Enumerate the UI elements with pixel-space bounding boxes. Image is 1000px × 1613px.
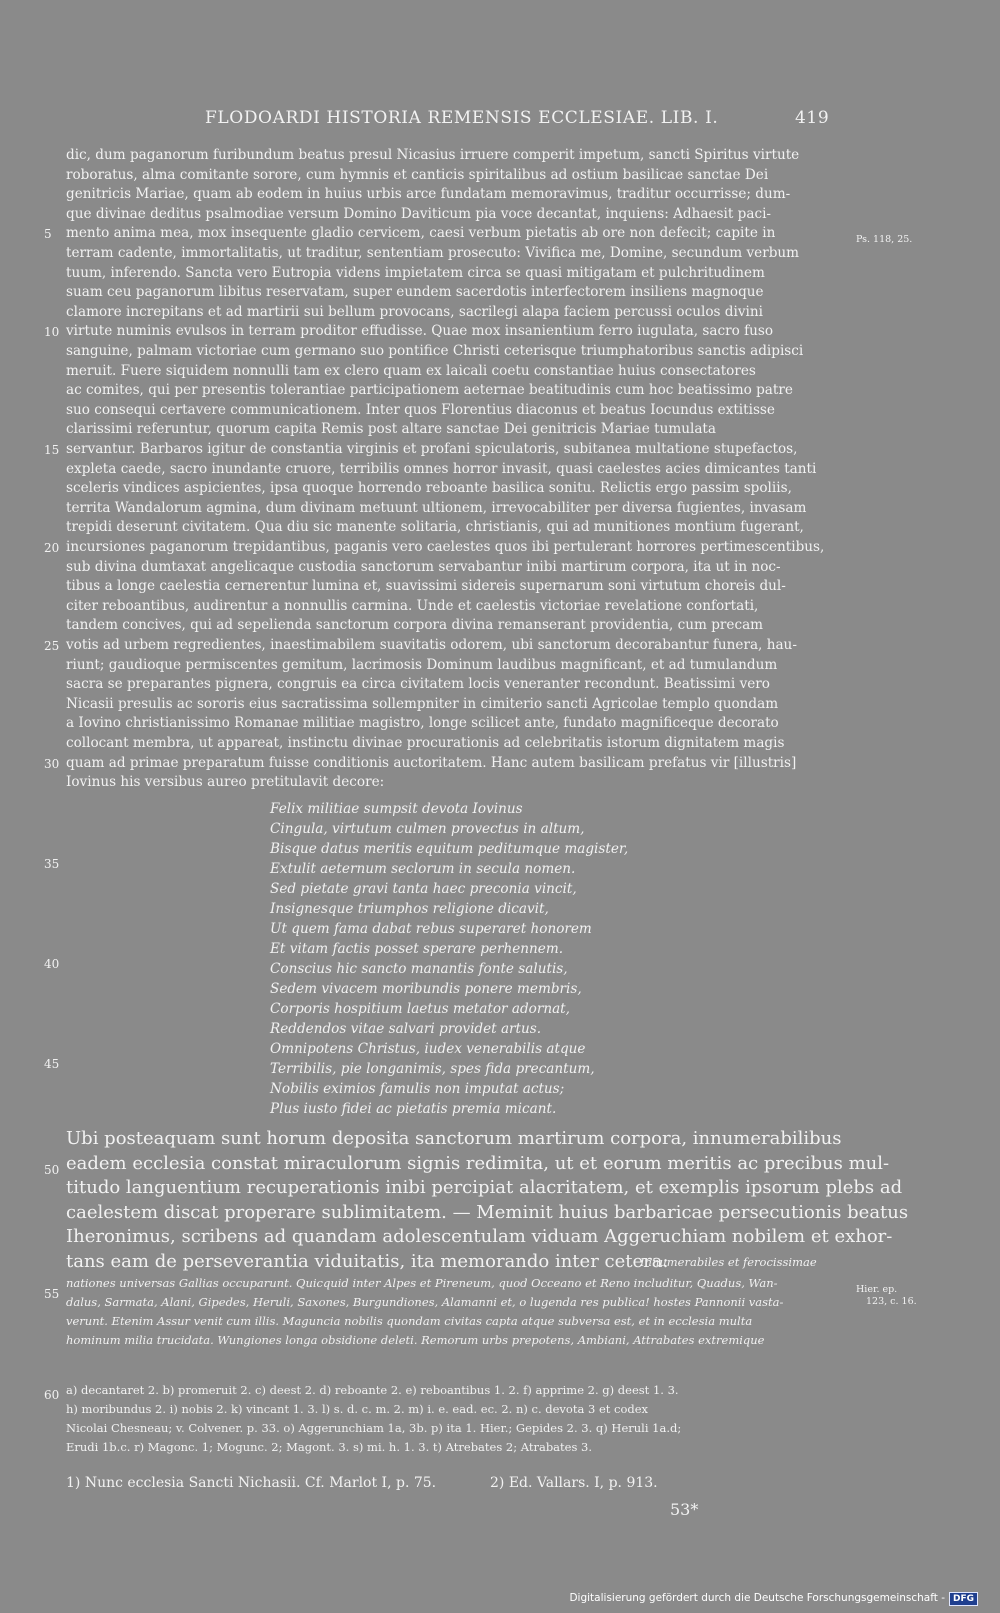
credit-text: Digitalisierung gefördert durch die Deutsche Forschungsgemeinschaft - — [569, 1592, 945, 1604]
text-line: terram cadente, immortalitatis, ut traditur, sententiam prosecuto: Vivifica me, Domine, secundum verbum — [66, 245, 800, 261]
line-number: 45 — [44, 1057, 60, 1071]
quote-line: verunt. Etenim Assur venit cum illis. Maguncia nobilis quondam civitas capta atque subversa est, et in ecclesia multa — [66, 1314, 753, 1328]
text-line: ac comites, qui per presentis tolerantiae participationem aeternae beatitudinis cum hoc beatissimo patre — [66, 382, 793, 399]
text-line: tuum, inferendo. Sancta vero Eutropia videns impietatem circa se quasi mitigatam et pulchritudinem — [66, 264, 765, 281]
margin-note: Ps. 118, 25. — [856, 234, 913, 245]
text-line: clarissimi referuntur, quorum capita Remis post altare sanctae Dei genitricis Mariae tumulata — [66, 421, 716, 438]
verse-line: Corporis hospitium laetus metator adornat, — [270, 1001, 570, 1017]
footnote-line: a) decantaret 2. b) promeruit 2. c) deest 2. d) reboante 2. e) reboantibus 1. 2. f) apprime 2. g) deest 1. 3. — [66, 1383, 679, 1397]
text-line: roboratus, alma comitante sorore, cum hymnis et canticis spiritalibus ad ostium basilicae sanctae Dei — [66, 166, 769, 183]
margin-note: Hier. ep. — [856, 1284, 898, 1295]
text-line: collocant membra, ut appareat, instinctu divinae procurationis ad celebritatis istorum dignitatem magis — [66, 735, 785, 751]
text-line: quam ad primae preparatum fuisse conditionis auctoritatem. Hanc autem basilicam prefatus vir [illustris] — [66, 754, 797, 771]
verse-line: Nobilis eximios famulis non imputat actus; — [270, 1081, 565, 1097]
quote-start: Innumerabiles et ferocissimae — [640, 1255, 817, 1269]
text-line: mento anima mea, mox insequente gladio cervicem, caesi verbum pietatis ab ore non defecit; capite in — [66, 225, 776, 242]
quote-line: hominum milia trucidata. Wungiones longa obsidione deleti. Remorum urbs prepotens, Ambiani, Attrabates extremique — [66, 1333, 765, 1347]
footnote-line: h) moribundus 2. i) nobis 2. k) vincant 1. 3. l) s. d. c. m. 2. m) i. e. ead. ec. 2. n) c. devota 3 et codex — [66, 1402, 649, 1416]
text-line: territa Wandalorum agmina, dum divinam metuunt ultionem, irrevocabiliter per diversa fugientes, invasam — [66, 499, 807, 516]
text-line: incursiones paganorum trepidantibus, paganis vero caelestes quos ibi pertulerant horrores pertimescentibus, — [66, 539, 825, 555]
line-number: 30 — [44, 757, 60, 771]
verse-line: Et vitam factis posset sperare perhennem. — [270, 941, 564, 957]
digitization-credit — [569, 1592, 978, 1606]
text-line: a Iovino christianissimo Romanae militiae magistro, longe scilicet ante, fundato magnificeque decorato — [66, 715, 779, 732]
text-line: expleta caede, sacro inundante cruore, terribilis omnes horror invasit, quasi caelestes acies dimicantes tanti — [66, 460, 817, 477]
verse-line: Terribilis, pie longanimis, spes fida precantum, — [270, 1061, 595, 1077]
line-number: 5 — [44, 227, 52, 241]
text-line: votis ad urbem regredientes, inaestimabilem suavitatis odorem, ubi sanctorum decorabantur funera, hau- — [66, 637, 797, 653]
verse-line: Omnipotens Christus, iudex venerabilis atque — [270, 1041, 586, 1057]
text-line: tans eam de perseverantia viduitatis, ita memorando inter cetera: — [66, 1250, 669, 1272]
line-number: 10 — [44, 325, 60, 339]
margin-note: 123, c. 16. — [866, 1296, 917, 1307]
text-line: virtute numinis evulsos in terram proditor effudisse. Quae mox insanientium ferro iugulata, sacro fuso — [66, 323, 774, 340]
text-line: sub divina dumtaxat angelicaque custodia sanctorum servabantur inibi martirum corpora, ita ut in noc- — [66, 558, 781, 575]
text-line: riunt; gaudioque permiscentes gemitum, lacrimosis Dominum laudibus magnificant, et ad tumulandum — [66, 656, 778, 673]
line-number: 25 — [44, 639, 60, 653]
running-title: FLODOARDI HISTORIA REMENSIS ECCLESIAE. LIB. I. — [205, 108, 719, 128]
text-line: genitricis Mariae, quam ab eodem in huius urbis arce fundatam memoravimus, traditur occurrisse; dum- — [66, 186, 791, 203]
verse-line: Sedem vivacem moribundis ponere membris, — [270, 981, 582, 997]
text-line: suo consequi certavere communicationem. Inter quos Florentius diaconus et beatus Iocundus extitisse — [66, 401, 775, 418]
text-line: titudo languentium recuperationis inibi percipiat alacritatem, et exemplis ipsorum plebs ad — [66, 1177, 903, 1198]
text-line: clamore increpitans et ad martirii sui bellum provocans, sacrilegi alapa faciem percussi oculos divini — [66, 303, 763, 320]
page-number: 419 — [795, 108, 830, 128]
text-line: dic, dum paganorum furibundum beatus presul Nicasius irruere comperit impetum, sancti Spiritus virtute — [66, 147, 800, 163]
text-line: meruit. Fuere siquidem nonnulli tam ex clero quam ex laicali coetu constantiae huius consectatores — [66, 362, 756, 379]
text-line: Iheronimus, scribens ad quandam adolescentulam viduam Aggeruchiam nobilem et exhor- — [66, 1226, 893, 1247]
line-number: 20 — [44, 541, 60, 555]
text-line: sceleris vindices aspicientes, ipsa quoque horrendo reboante basilica sonitu. Relictis ergo passim spoliis, — [66, 480, 792, 497]
verse-line: Felix militiae sumpsit devota Iovinus — [270, 801, 523, 817]
text-line: trepidi deserunt civitatem. Qua diu sic manente solitaria, christianis, qui ad munitiones montium fugerant, — [66, 519, 804, 536]
footnote-line: Erudi 1b.c. r) Magonc. 1; Mogunc. 2; Magont. 3. s) mi. h. 1. 3. t) Atrebates 2; Atrabates 3. — [66, 1440, 592, 1454]
verse-line: Insignesque triumphos religione dicavit, — [270, 901, 549, 917]
verse-line: Plus iusto fidei ac pietatis premia micant. — [270, 1101, 557, 1117]
text-line: sacra se preparantes pignera, congruis ea circa civitatem locis veneranter recondunt. Beatissimi vero — [66, 676, 770, 693]
line-number: 60 — [44, 1388, 60, 1402]
verse-line: Conscius hic sancto manantis fonte salutis, — [270, 961, 568, 977]
dfg-logo: DFG — [949, 1592, 978, 1606]
verse-line: Sed pietate gravi tanta haec preconia vincit, — [270, 881, 577, 897]
verse-line: Ut quem fama dabat rebus superaret honorem — [270, 921, 592, 937]
verse-line: Cingula, virtutum culmen provectus in altum, — [270, 821, 585, 837]
external-ref: 1) Nunc ecclesia Sancti Nichasii. Cf. Marlot I, p. 75. — [66, 1475, 437, 1491]
footnote-line: Nicolai Chesneau; v. Colvener. p. 33. o) Aggerunchiam 1a, 3b. p) ita 1. Hier.; Gepides 2. 3. q) Heruli 1a.d; — [66, 1421, 682, 1435]
text-line: Ubi posteaquam sunt horum deposita sanctorum martirum corpora, innumerabilibus — [66, 1128, 842, 1149]
text-line: Iovinus his versibus aureo pretitulavit decore: — [66, 774, 385, 791]
text-line: servantur. Barbaros igitur de constantia virginis et profani spiculatoris, subitanea multatione stupefactos, — [66, 441, 798, 457]
verse-line: Extulit aeternum seclorum in secula nomen. — [270, 861, 576, 877]
text-line: tandem concives, qui ad sepelienda sanctorum corpora divina remanserant providentia, cum precam — [66, 617, 764, 634]
text-line: caelestem discat properare sublimitatem. — Meminit huius barbaricae persecutionis beatus — [66, 1201, 909, 1223]
line-number: 50 — [44, 1163, 60, 1177]
line-number: 15 — [44, 443, 60, 457]
text-line: Nicasii presulis ac sororis eius sacratissima sollempniter in cimiterio sancti Agricolae templo quondam — [66, 695, 779, 712]
quote-line: dalus, Sarmata, Alani, Gipedes, Heruli, Saxones, Burgundiones, Alamanni et, o lugenda res publica! hostes Pannonii vasta- — [66, 1295, 784, 1309]
external-ref: 2) Ed. Vallars. I, p. 913. — [490, 1475, 658, 1491]
text-line: sanguine, palmam victoriae cum germano suo pontifice Christi ceterisque triumphatoribus sanctis adipisci — [66, 343, 804, 359]
text-line: suam ceu paganorum libitus reservatam, super eundem sacerdotis interfectorem insiliens magnoque — [66, 284, 764, 301]
text-line: eadem ecclesia constat miraculorum signis redimita, ut et eorum meritis ac precibus mul- — [66, 1152, 890, 1174]
text-line: citer reboantibus, audirentur a nonnullis carmina. Unde et caelestis victoriae revelatione confortati, — [66, 597, 759, 614]
text-line: tibus a longe caelestia cernerentur lumina et, suavissimi sidereis supernarum soni virtutum choreis dul- — [66, 578, 786, 595]
text-line: que divinae deditus psalmodiae versum Domino Daviticum pia voce decantat, inquiens: Adhaesit paci- — [66, 205, 772, 222]
signature-mark: 53* — [670, 1500, 699, 1519]
quote-line: nationes universas Gallias occuparunt. Quicquid inter Alpes et Pireneum, quod Occeano et Reno includitur, Quadus, Wan- — [66, 1276, 778, 1290]
verse-line: Bisque datus meritis equitum peditumque magister, — [270, 841, 629, 857]
verse-line: Reddendos vitae salvari providet artus. — [270, 1021, 542, 1037]
line-number: 40 — [44, 957, 60, 971]
line-number: 35 — [44, 857, 60, 871]
line-number: 55 — [44, 1287, 60, 1301]
